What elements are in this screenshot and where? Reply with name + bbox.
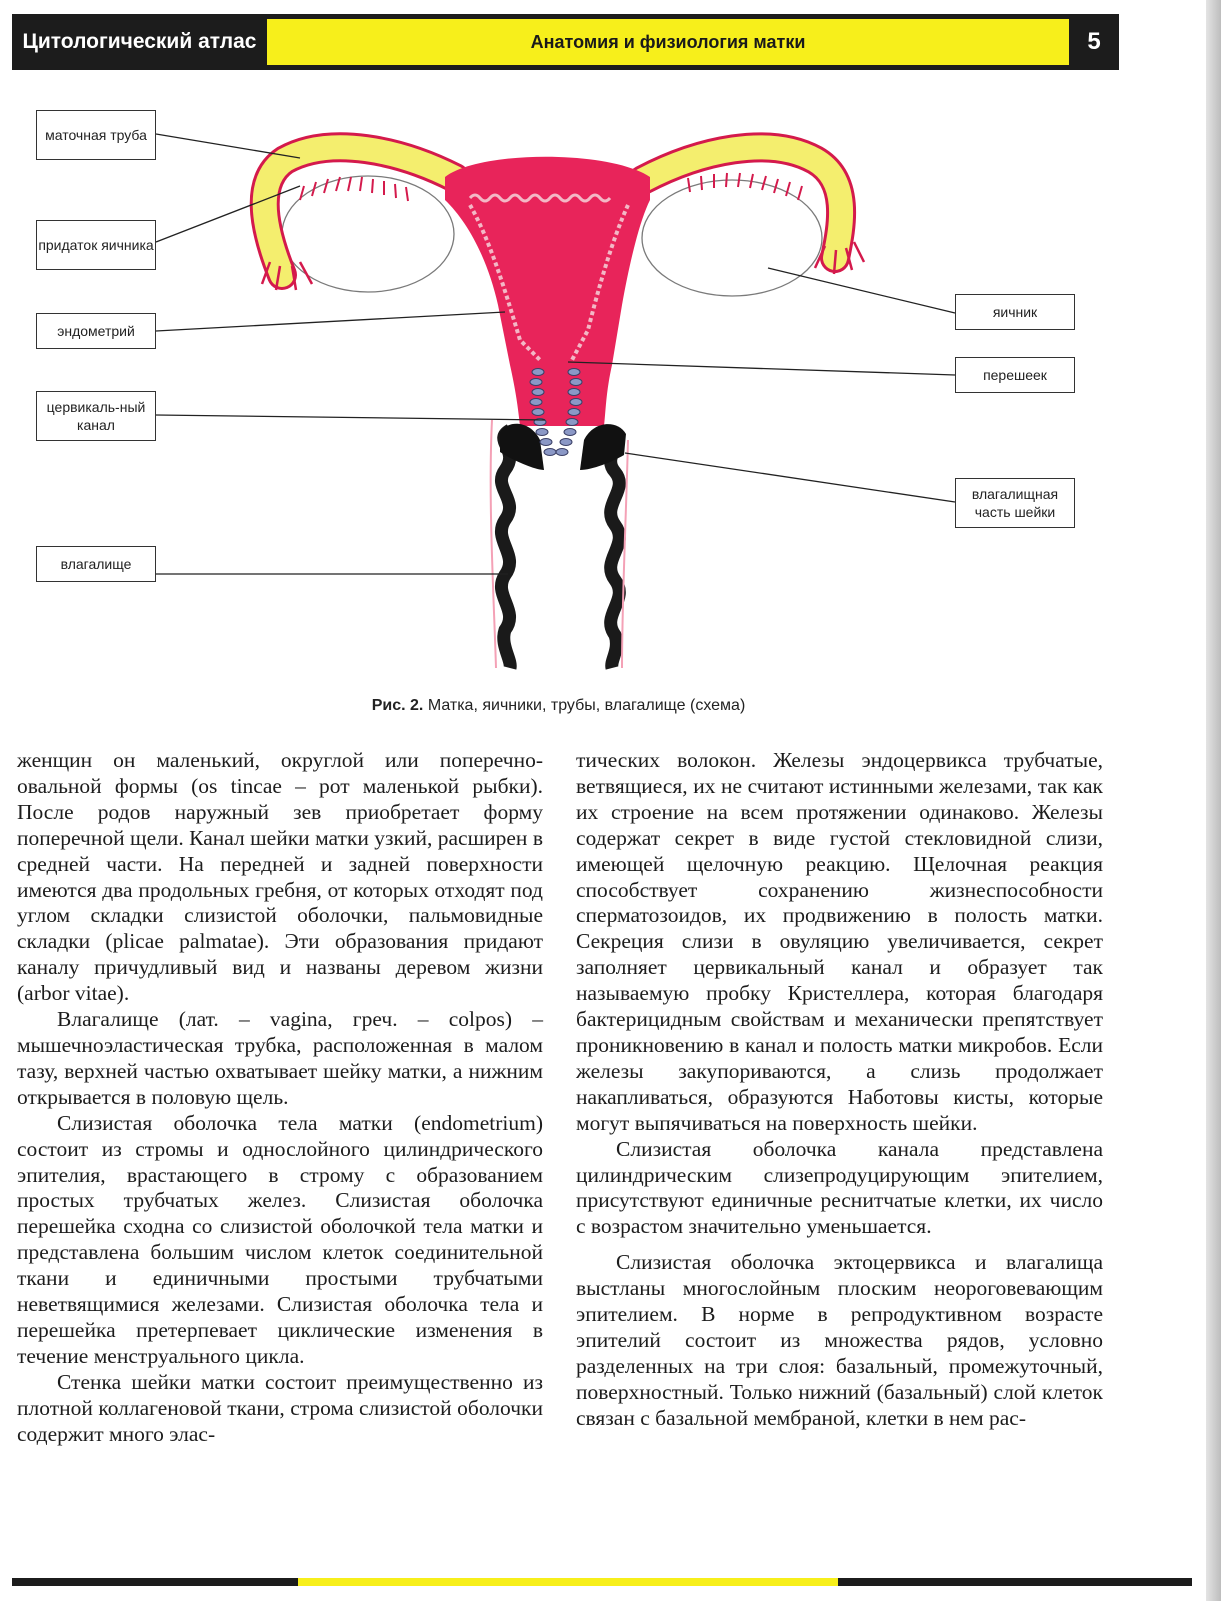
- vagina-wall-left: [501, 430, 510, 668]
- chapter-title: Анатомия и физиология матки: [267, 14, 1069, 70]
- page-footer-bar: [12, 1578, 1192, 1586]
- page-number: 5: [1069, 14, 1119, 70]
- paragraph: Слизистая оболочка эктоцервикса и влагалища выстланы многослойным плоским неороговевающим эпителием. В норме в репродуктивном возрасте эпителий состоит из множества рядов, условно разделенных на три слоя: базальный, промежуточный, поверхностный. Только нижний (базальный) слой клеток связан с базальной мембраной, клетки в нем рас-: [576, 1250, 1103, 1430]
- figure-caption: [0, 697, 1117, 715]
- right-column: [576, 748, 1103, 1432]
- label-vagina: влагалище: [36, 546, 156, 582]
- paragraph: Влагалище (лат. – vagina, греч. – colpos) – мышечноэластическая трубка, расположенная в малом тазу, верхней частью охватывает шейку матки, а нижним открывается в половую щель.: [17, 1007, 543, 1109]
- paragraph: тических волокон. Железы эндоцервикса трубчатые, ветвящиеся, их не считают истинными железами, так как их строение на всем протяжении одинаково. Железы содержат секрет в виде густой стекловидной слизи, имеющей щелочную реакцию. Щелочная реакция способствует сохранению жизнеспособности сперматозоидов, их продвижению в полость матки. Секреция слизи в овуляцию увеличивается, секрет заполняет цервикальный канал и образует так называемую пробку Кристеллера, которая благодаря бактерицидным свойствам и механически препятствует проникновению в канал и полость матки микробов. Если железы закупориваются, а слизь продолжает накапливаться, образуются Наботовы кисты, которые могут выпячиваться на поверхность шейки.: [576, 748, 1103, 1135]
- label-ovarian-appendage: придаток яичника: [36, 220, 156, 270]
- vagina-wall-right: [611, 432, 620, 668]
- label-ovary: яичник: [955, 294, 1075, 330]
- paragraph: женщин он маленький, округлой или поперечно-овальной формы (os tincae – рот маленькой рыбки). После родов наружный зев приобретает форму поперечной щели. Канал шейки матки узкий, расширен в средней части. На передней и задней поверхности имеются два продольных гребня, от которых отходят под углом складки слизистой оболочки, пальмовидные складки (plicae palmatae). Эти образования придают каналу причудливый вид и названы деревом жизни (arbor vitae).: [17, 748, 543, 1006]
- atlas-title: Цитологический атлас: [12, 14, 267, 70]
- left-column: [17, 748, 543, 1447]
- figure-number: Рис. 2.: [371, 697, 424, 714]
- paragraph: Стенка шейки матки состоит преимущественно из плотной коллагеновой ткани, строма слизистой оболочки содержит много элас-: [17, 1369, 543, 1446]
- figure-caption-text: Матка, яичники, трубы, влагалище (схема): [427, 697, 746, 714]
- label-isthmus: перешеек: [955, 357, 1075, 393]
- label-cervical-canal: цервикаль-ный канал: [36, 391, 156, 441]
- page-edge: [1206, 0, 1221, 1601]
- paragraph: Слизистая оболочка канала представлена цилиндрическим слизепродуцирующим эпителием, присутствуют единичные реснитчатые клетки, их число с возрастом значительно уменьшается.: [576, 1136, 1103, 1239]
- right-ovary: [642, 180, 822, 296]
- uterus-body: [445, 157, 650, 426]
- label-fallopian-tube: маточная труба: [36, 110, 156, 160]
- paragraph: Слизистая оболочка тела матки (endometrium) состоит из стромы и однослойного цилиндрического эпителия, врастающего в строму с образованием простых трубчатых желез. Слизистая оболочка перешейка сходна со слизистой оболочкой тела матки и представлена большим числом клеток соединительной ткани и единичными простыми трубчатыми неветвящимися железами. Слизистая оболочка тела и перешейка претерпевает циклические изменения в течение менструального цикла.: [17, 1110, 543, 1368]
- label-endometrium: эндометрий: [36, 313, 156, 349]
- label-vaginal-cervix: влагалищная часть шейки: [955, 478, 1075, 528]
- page-header: [12, 14, 1192, 70]
